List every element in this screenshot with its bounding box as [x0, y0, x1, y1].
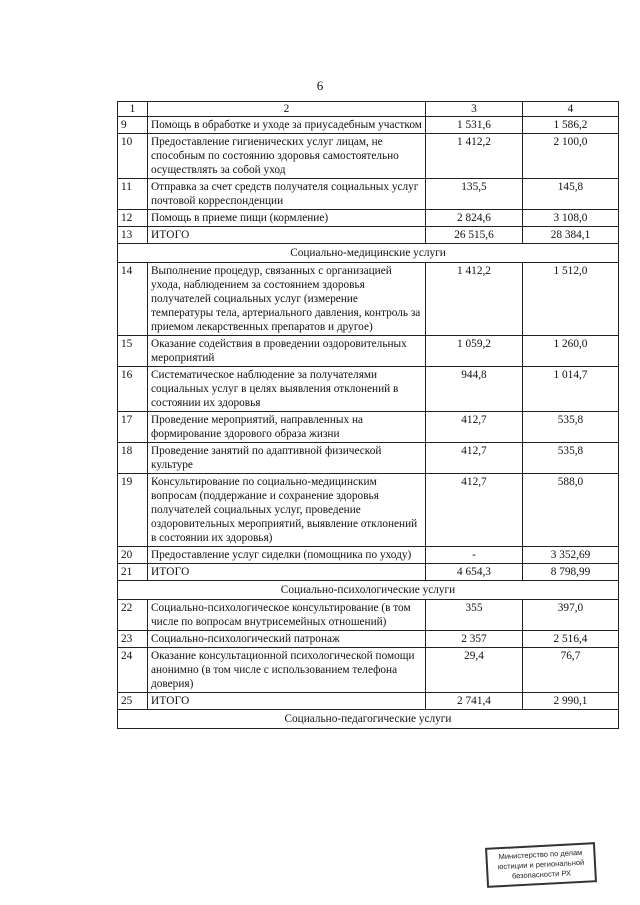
row-number: 14 [118, 263, 148, 336]
table-row [118, 117, 619, 134]
row-number: 9 [118, 117, 148, 134]
value-col-4: 3 108,0 [523, 210, 619, 227]
row-number: 23 [118, 631, 148, 648]
value-col-3: 26 515,6 [426, 227, 523, 244]
row-number: 25 [118, 693, 148, 710]
value-col-3: 135,5 [426, 179, 523, 210]
value-col-3: 355 [426, 600, 523, 631]
value-col-3: - [426, 547, 523, 564]
section-title: Социально-психологические услуги [118, 581, 619, 600]
value-col-3: 29,4 [426, 648, 523, 693]
section-header-row [118, 710, 619, 729]
service-name: Отправка за счет средств получателя социальных услуг почтовой корреспонденции [148, 179, 426, 210]
section-title: Социально-медицинские услуги [118, 244, 619, 263]
value-col-4: 1 260,0 [523, 336, 619, 367]
value-col-4: 8 798,99 [523, 564, 619, 581]
service-name: Оказание консультационной психологической помощи анонимно (в том числе с использованием телефона доверия) [148, 648, 426, 693]
service-name: Помощь в обработке и уходе за приусадебным участком [148, 117, 426, 134]
ministry-stamp [485, 842, 597, 888]
service-name: Предоставление гигиенических услуг лицам, не способным по состоянию здоровья самостоятельно осуществлять за собой уход [148, 134, 426, 179]
table-row [118, 474, 619, 547]
row-number: 11 [118, 179, 148, 210]
value-col-4: 2 990,1 [523, 693, 619, 710]
service-name: Выполнение процедур, связанных с организацией ухода, наблюдением за состоянием здоровья получателей социальных услуг (измерение температуры тела, артериального давления, контроль за приемом лекарственных препаратов и другое) [148, 263, 426, 336]
value-col-3: 1 412,2 [426, 134, 523, 179]
value-col-3: 2 741,4 [426, 693, 523, 710]
value-col-4: 535,8 [523, 443, 619, 474]
row-number: 15 [118, 336, 148, 367]
total-row [118, 564, 619, 581]
value-col-4: 397,0 [523, 600, 619, 631]
value-col-3: 412,7 [426, 412, 523, 443]
value-col-3: 4 654,3 [426, 564, 523, 581]
stamp-line-2: юстиции и региональной [497, 857, 585, 872]
service-name: Систематическое наблюдение за получателями социальных услуг в целях выявления отклонений в состоянии их здоровья [148, 367, 426, 412]
table-row [118, 412, 619, 443]
service-name: Социально-психологическое консультирование (в том числе по вопросам внутрисемейных отношений) [148, 600, 426, 631]
table-row [118, 134, 619, 179]
row-number: 20 [118, 547, 148, 564]
value-col-4: 1 586,2 [523, 117, 619, 134]
stamp-line-1: Министерство по делам [498, 847, 583, 862]
table-row [118, 336, 619, 367]
service-name: ИТОГО [148, 227, 426, 244]
value-col-4: 1 014,7 [523, 367, 619, 412]
table-row [118, 443, 619, 474]
table-row [118, 263, 619, 336]
service-name: Оказание содействия в проведении оздоровительных мероприятий [148, 336, 426, 367]
section-title: Социально-педагогические услуги [118, 710, 619, 729]
value-col-3: 1 059,2 [426, 336, 523, 367]
table-row [118, 367, 619, 412]
value-col-3: 944,8 [426, 367, 523, 412]
row-number: 17 [118, 412, 148, 443]
service-name: Консультирование по социально-медицинским вопросам (поддержание и сохранение здоровья получателей социальных услуг, проведение оздоровительных мероприятий, выявление отклонений в состоянии их здоровья) [148, 474, 426, 547]
value-col-4: 28 384,1 [523, 227, 619, 244]
row-number: 16 [118, 367, 148, 412]
section-header-row [118, 581, 619, 600]
service-name: ИТОГО [148, 564, 426, 581]
value-col-4: 1 512,0 [523, 263, 619, 336]
section-header-row [118, 244, 619, 263]
row-number: 24 [118, 648, 148, 693]
service-name: Социально-психологический патронаж [148, 631, 426, 648]
header-col-2: 2 [148, 102, 426, 117]
total-row [118, 693, 619, 710]
value-col-4: 145,8 [523, 179, 619, 210]
row-number: 12 [118, 210, 148, 227]
value-col-4: 3 352,69 [523, 547, 619, 564]
table-row [118, 648, 619, 693]
service-name: ИТОГО [148, 693, 426, 710]
value-col-3: 412,7 [426, 443, 523, 474]
service-name: Проведение мероприятий, направленных на формирование здорового образа жизни [148, 412, 426, 443]
row-number: 13 [118, 227, 148, 244]
table-row [118, 179, 619, 210]
total-row [118, 227, 619, 244]
service-name: Предоставление услуг сиделки (помощника по уходу) [148, 547, 426, 564]
stamp-line-3: безопасности РХ [511, 868, 572, 881]
service-name: Помощь в приеме пищи (кормление) [148, 210, 426, 227]
table-row [118, 210, 619, 227]
services-table [117, 101, 619, 729]
row-number: 18 [118, 443, 148, 474]
header-col-3: 3 [426, 102, 523, 117]
page-number: 6 [316, 78, 324, 93]
table-row [118, 631, 619, 648]
value-col-4: 2 100,0 [523, 134, 619, 179]
service-name: Проведение занятий по адаптивной физической культуре [148, 443, 426, 474]
value-col-4: 535,8 [523, 412, 619, 443]
row-number: 21 [118, 564, 148, 581]
value-col-4: 76,7 [523, 648, 619, 693]
value-col-3: 2 824,6 [426, 210, 523, 227]
table-row [118, 547, 619, 564]
value-col-3: 1 531,6 [426, 117, 523, 134]
table-row [118, 600, 619, 631]
value-col-4: 2 516,4 [523, 631, 619, 648]
value-col-4: 588,0 [523, 474, 619, 547]
row-number: 10 [118, 134, 148, 179]
header-col-1: 1 [118, 102, 148, 117]
value-col-3: 1 412,2 [426, 263, 523, 336]
row-number: 19 [118, 474, 148, 547]
row-number: 22 [118, 600, 148, 631]
value-col-3: 2 357 [426, 631, 523, 648]
value-col-3: 412,7 [426, 474, 523, 547]
table-header-row [118, 102, 619, 117]
header-col-4: 4 [523, 102, 619, 117]
